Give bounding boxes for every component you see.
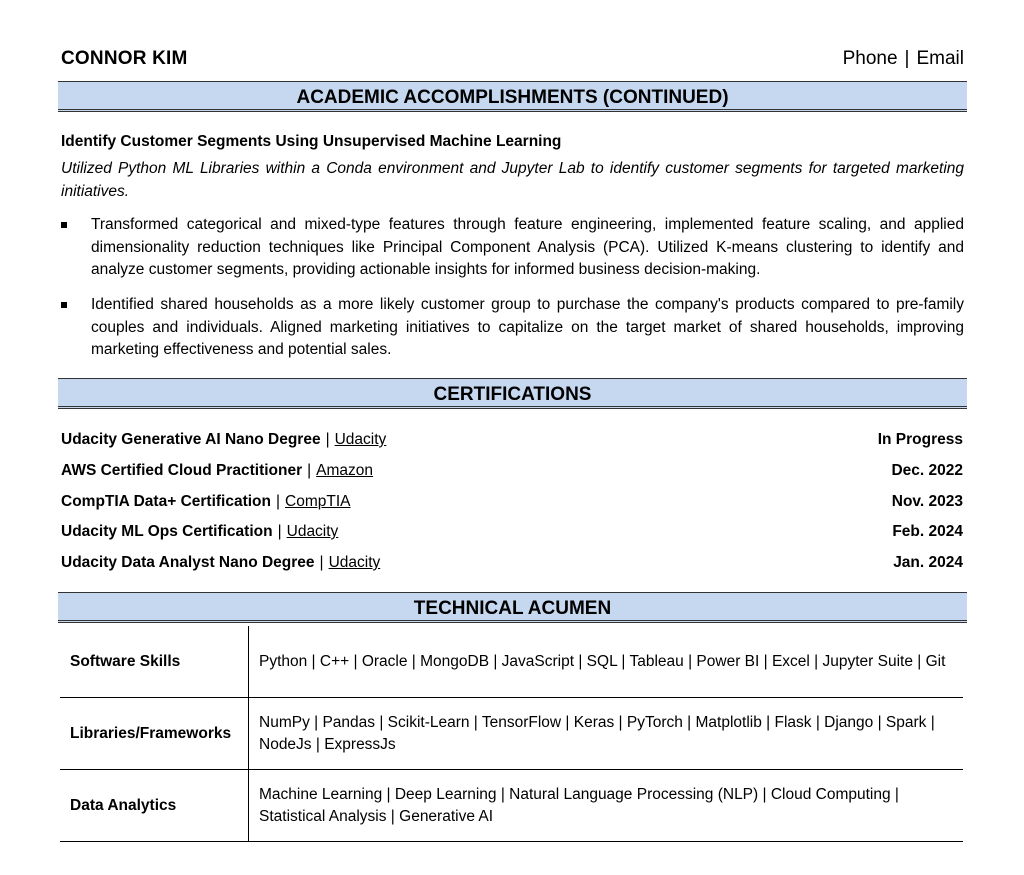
section-header-certifications: CERTIFICATIONS (58, 378, 967, 409)
pipe-separator: | (325, 431, 330, 448)
phone-label: Phone (842, 48, 898, 69)
certification-status: Nov. 2023 (891, 493, 963, 510)
issuer-link[interactable]: CompTIA (285, 493, 351, 510)
table-row (60, 770, 963, 842)
pipe-separator: | (276, 493, 281, 510)
bullet-text: Transformed categorical and mixed-type features through feature engineering, implemented feature scaling, and applied dimensionality reduction techniques like Principal Component Analysis (PCA). Utilized K-means clustering to identify and analyze customer segments, providing actionable insights for informed business decision-making. (91, 216, 964, 278)
contact-info (843, 48, 964, 70)
certification-name: Udacity Generative AI Nano Degree (61, 431, 321, 448)
issuer-link[interactable]: Udacity (334, 431, 387, 448)
certification-row (61, 431, 963, 453)
certification-row (61, 523, 963, 545)
table-row (60, 698, 963, 770)
certification-row (61, 554, 963, 576)
issuer-link[interactable]: Udacity (286, 523, 339, 540)
issuer-link[interactable]: Amazon (316, 462, 374, 479)
project-title: Identify Customer Segments Using Unsupervised Machine Learning (61, 133, 562, 150)
pipe-separator: | (307, 462, 312, 479)
skill-list: Python | C++ | Oracle | MongoDB | JavaScript | SQL | Tableau | Power BI | Excel | Jupyter Suite | Git (249, 626, 964, 698)
certification-row (61, 462, 963, 484)
issuer-link[interactable]: Udacity (328, 554, 381, 571)
contact-separator: | (904, 48, 910, 69)
email-label: Email (916, 48, 964, 69)
certification-name: CompTIA Data+ Certification (61, 493, 271, 510)
certification-name: Udacity ML Ops Certification (61, 523, 273, 540)
certification-name: Udacity Data Analyst Nano Degree (61, 554, 315, 571)
skill-category-label: Data Analytics (60, 770, 249, 842)
bullet-text: Identified shared households as a more likely customer group to purchase the company's products compared to pre-family couples and individuals. Aligned marketing initiatives to capitalize on the target market of shared households, improving marketing effectiveness and potential sales. (91, 296, 964, 358)
bullet-square-icon (61, 222, 67, 228)
certification-status: Jan. 2024 (893, 554, 963, 571)
section-header-academic: ACADEMIC ACCOMPLISHMENTS (CONTINUED) (58, 81, 967, 112)
certification-status: Dec. 2022 (891, 462, 963, 479)
candidate-name: CONNOR KIM (61, 48, 188, 69)
skills-table (60, 626, 963, 842)
certification-status: In Progress (877, 431, 963, 448)
certification-status: Feb. 2024 (892, 523, 963, 540)
pipe-separator: | (319, 554, 324, 571)
bullet-square-icon (61, 302, 67, 308)
skill-category-label: Software Skills (60, 626, 249, 698)
project-description: Utilized Python ML Libraries within a Conda environment and Jupyter Lab to identify customer segments for targeted marketing initiatives. (61, 160, 964, 200)
certification-row (61, 493, 963, 515)
pipe-separator: | (277, 523, 282, 540)
certification-name: AWS Certified Cloud Practitioner (61, 462, 303, 479)
skill-category-label: Libraries/Frameworks (60, 698, 249, 770)
section-header-technical: TECHNICAL ACUMEN (58, 592, 967, 623)
resume-header (61, 48, 964, 74)
skill-list: Machine Learning | Deep Learning | Natural Language Processing (NLP) | Cloud Computing | Statistical Analysis | Generative AI (249, 770, 964, 842)
table-row (60, 626, 963, 698)
skill-list: NumPy | Pandas | Scikit-Learn | TensorFlow | Keras | PyTorch | Matplotlib | Flask | Django | Spark | NodeJs | ExpressJs (249, 698, 964, 770)
